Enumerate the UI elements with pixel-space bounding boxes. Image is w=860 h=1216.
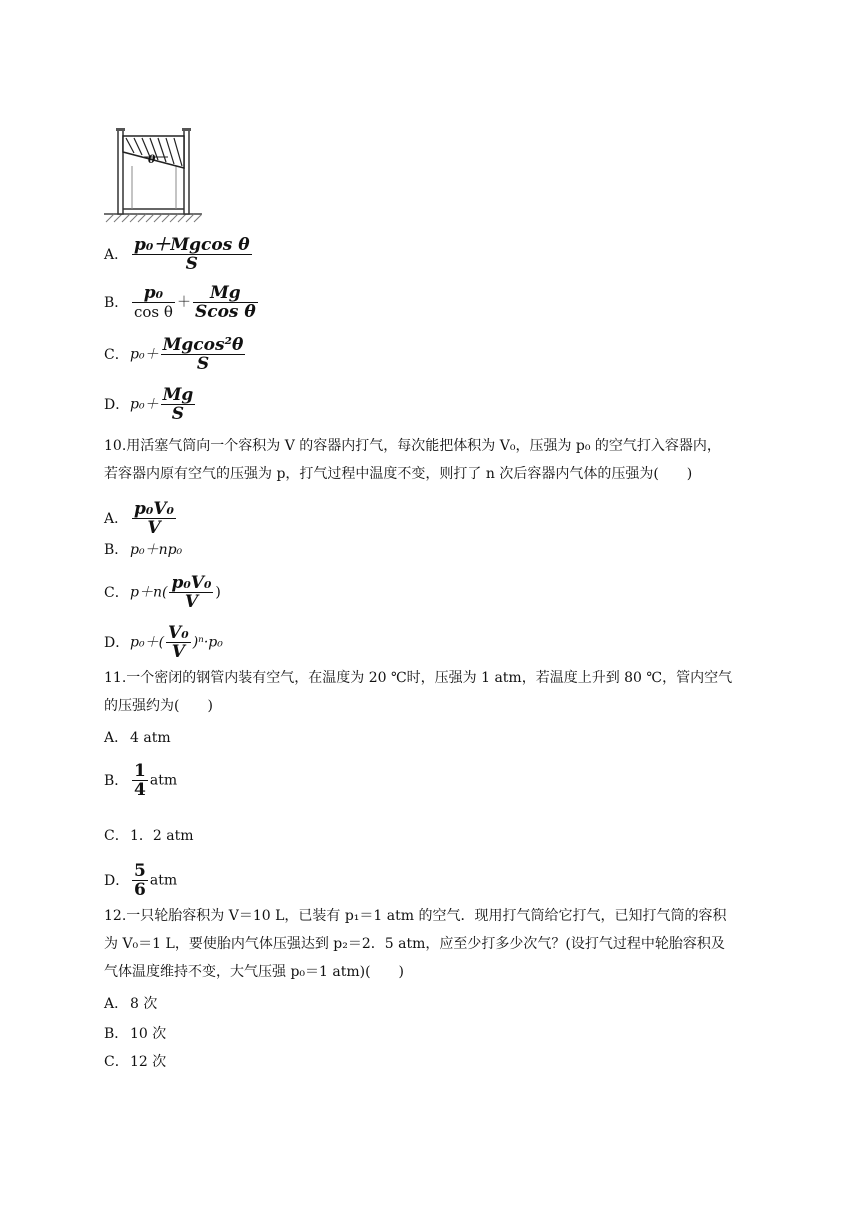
fraction: $\frac{5}{6}$ <box>134 861 146 900</box>
fraction: $\frac{\text{p₀V₀}}{V}$ <box>134 499 174 538</box>
fraction: $\frac{\text{V₀}}{V}$ <box>168 623 189 662</box>
q9-option-b: B． $\frac{\text{p₀}}{\text{cos θ}}$ ＋ $\frac{Mg}{\text{Scos θ}}$ <box>104 283 256 322</box>
q10-option-d: D．p₀＋( $\frac{\text{V₀}}{V}$ )ⁿ·p₀ <box>104 623 223 662</box>
q9-option-c: C．p₀＋ $\frac{\text{Mgcos²θ}}{S}$ <box>104 335 244 374</box>
q10-option-b: B． p₀＋np₀ <box>104 542 183 558</box>
q9-option-a: A． $\frac{\text{p₀＋Mgcos θ}}{S}$ <box>104 235 250 274</box>
q11-option-c: C．1．2 atm <box>104 828 194 844</box>
fraction: $\frac{\text{p₀V₀}}{V}$ <box>171 573 212 612</box>
q10-option-a: A． $\frac{\text{p₀V₀}}{V}$ <box>104 499 174 538</box>
q11-stem: 11.一个密闭的钢管内装有空气，在温度为 20 ℃时，压强为 1 atm，若温度上升到 80 ℃，管内空气 的压强约为( ) <box>104 670 733 714</box>
q12-stem: 12.一只轮胎容积为 V＝10 L，已装有 p₁＝1 atm 的空气．现用打气筒给它打气，已知打气筒的容积 为 V₀＝1 L，要使胎内气体压强达到 p₂＝2．5 atm，应至少打多少次气？(设打气过程中轮胎容积及 气体温度维持不变，大气压强 p₀＝1 atm)( ) <box>104 908 727 980</box>
fraction: $\frac{Mg}{\text{Scos θ}}$ <box>194 283 256 322</box>
angle-theta-label: θ <box>148 153 156 166</box>
q11-option-d: D． $\frac{5}{6}$ atm <box>104 861 178 900</box>
q10-option-c: C．p＋n( $\frac{\text{p₀V₀}}{V}$ ) <box>104 573 221 612</box>
piston-container-figure <box>104 126 202 224</box>
q11-option-b: B． $\frac{1}{4}$ atm <box>104 761 178 800</box>
q12-option-c: C．12 次 <box>104 1054 167 1070</box>
fraction: $\frac{\text{p₀}}{\text{cos θ}}$ <box>134 283 173 321</box>
q12-option-b: B． 10 次 <box>104 1026 167 1042</box>
q10-stem: 10.用活塞气筒向一个容积为 V 的容器内打气，每次能把体积为 V₀，压强为 p₀ 的空气打入容器内， 若容器内原有空气的压强为 p，打气过程中温度不变，则打了 n 次后容器内气体的压强为( ) <box>104 438 721 482</box>
fraction: $\frac{1}{4}$ <box>134 761 146 800</box>
q12-option-a: A． 8 次 <box>104 996 158 1012</box>
q11-option-a: A． 4 atm <box>104 730 171 746</box>
fraction: $\frac{Mg}{S}$ <box>162 385 194 424</box>
fraction: $\frac{\text{Mgcos²θ}}{S}$ <box>162 335 244 374</box>
fraction: $\frac{\text{p₀＋Mgcos θ}}{S}$ <box>134 235 250 274</box>
q9-option-d: D．p₀＋ $\frac{Mg}{S}$ <box>104 385 194 424</box>
